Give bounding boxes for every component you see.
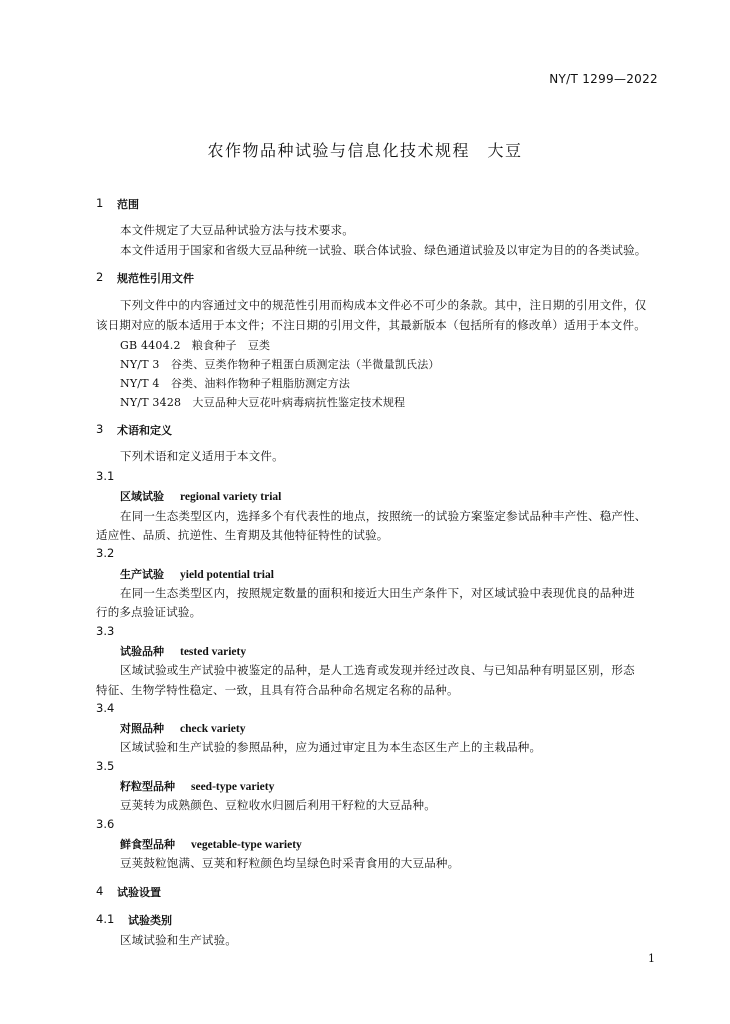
term-definition-line: 特征、生物学特性稳定、一致，且具有符合品种命名规定名称的品种。 (96, 683, 459, 697)
section-1-paragraph-2: 本文件适用于国家和省级大豆品种统一试验、联合体试验、绿色通道试验及以审定为目的的各类试验。 (120, 243, 647, 257)
section-3-intro: 下列术语和定义适用于本文件。 (120, 449, 284, 463)
term-definition-line: 适应性、品质、抗逆性、生育期及其他特征特性的试验。 (96, 528, 389, 542)
reference-item: NY/T 4 谷类、油料作物种子粗脂肪测定方法 (120, 377, 351, 390)
term-number: 3.6 (96, 817, 115, 831)
reference-item: NY/T 3428 大豆品种大豆花叶病毒病抗性鉴定技术规程 (120, 396, 406, 409)
section-2-paragraph-line-2: 该日期对应的版本适用于本文件；不注日期的引用文件，其最新版本（包括所有的修改单）适用于本文件。 (96, 318, 646, 332)
term-number: 3.1 (96, 469, 115, 483)
term-heading (120, 778, 274, 794)
term-number: 3.5 (96, 759, 115, 773)
section-2-number: 2 (96, 270, 104, 284)
term-name-zh: 试验品种 (120, 645, 164, 658)
term-definition-line: 豆荚转为成熟颜色、豆粒收水归圆后利用干籽粒的大豆品种。 (120, 798, 436, 812)
term-name-zh: 区域试验 (120, 490, 164, 503)
term-name-zh: 鲜食型品种 (120, 838, 175, 851)
term-definition-line: 在同一生态类型区内，按照规定数量的面积和接近大田生产条件下，对区域试验中表现优良的品种进 (120, 586, 635, 600)
subsection-4-1-title: 试验类别 (128, 914, 172, 927)
page-title: 农作物品种试验与信息化技术规程 大豆 (207, 141, 523, 160)
reference-item: GB 4404.2 粮食种子 豆类 (120, 339, 271, 352)
term-name-en: tested variety (180, 646, 247, 658)
term-heading (120, 836, 302, 852)
term-name-zh: 对照品种 (120, 722, 164, 735)
term-name-en: vegetable-type wariety (191, 839, 302, 851)
term-name-en: regional variety trial (180, 491, 282, 503)
section-1-number: 1 (96, 196, 104, 210)
term-definition-line: 区域试验或生产试验中被鉴定的品种，是人工选育或发现并经过改良、与已知品种有明显区别，形态 (120, 663, 635, 677)
document-code: NY/T 1299—2022 (549, 72, 658, 86)
reference-item: NY/T 3 谷类、豆类作物种子粗蛋白质测定法（半微量凯氏法） (120, 358, 440, 371)
section-2-title: 规范性引用文件 (117, 272, 194, 285)
term-number: 3.4 (96, 701, 115, 715)
section-4-title: 试验设置 (117, 886, 161, 899)
section-4-number: 4 (96, 884, 104, 898)
term-heading (120, 488, 281, 504)
section-1-title: 范围 (117, 198, 139, 211)
term-heading (120, 643, 246, 659)
term-name-zh: 籽粒型品种 (120, 780, 175, 793)
term-definition-line: 豆荚鼓粒饱满、豆荚和籽粒颜色均呈绿色时采青食用的大豆品种。 (120, 856, 460, 870)
section-3-title: 术语和定义 (117, 424, 172, 437)
term-name-en: yield potential trial (180, 569, 274, 581)
term-number: 3.2 (96, 546, 115, 560)
subsection-4-1-number: 4.1 (96, 912, 115, 926)
section-3-number: 3 (96, 422, 104, 436)
section-1-paragraph-1: 本文件规定了大豆品种试验方法与技术要求。 (120, 223, 354, 237)
term-number: 3.3 (96, 624, 115, 638)
page-number: 1 (648, 952, 655, 965)
subsection-4-1-paragraph: 区域试验和生产试验。 (120, 933, 237, 947)
term-name-en: seed-type variety (191, 781, 275, 793)
term-name-en: check variety (180, 723, 246, 735)
term-definition-line: 区域试验和生产试验的参照品种，应为通过审定且为本生态区生产上的主栽品种。 (120, 740, 542, 754)
term-heading (120, 566, 274, 582)
term-definition-line: 在同一生态类型区内，选择多个有代表性的地点，按照统一的试验方案鉴定参试品种丰产性、稳产性、 (120, 509, 647, 523)
term-heading (120, 720, 245, 736)
section-2-paragraph-line-1: 下列文件中的内容通过文中的规范性引用而构成本文件必不可少的条款。其中，注日期的引用文件，仅 (120, 298, 647, 312)
term-name-zh: 生产试验 (120, 568, 164, 581)
term-definition-line: 行的多点验证试验。 (96, 605, 202, 619)
